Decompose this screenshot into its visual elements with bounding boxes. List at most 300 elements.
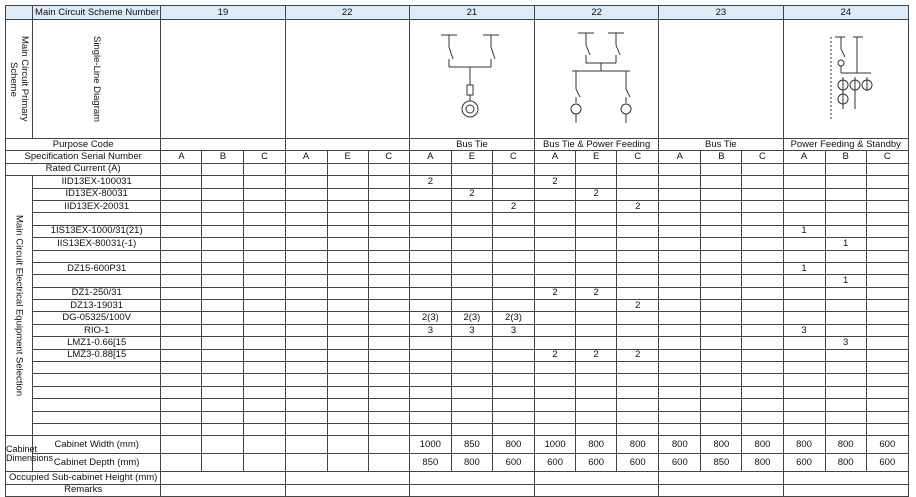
purpose-cell: Bus Tie [659, 139, 783, 151]
bus-tie-transformer-diagram [427, 29, 517, 129]
value-cell [368, 262, 409, 274]
value-cell [285, 163, 327, 175]
value-cell [742, 362, 783, 374]
value-cell [368, 250, 409, 262]
value-cell [576, 411, 617, 423]
value-cell [535, 163, 576, 175]
equipment-name: IID13EX-100031 [33, 176, 161, 188]
value-cell: 2 [576, 188, 617, 200]
value-cell [492, 188, 534, 200]
value-cell [866, 287, 908, 299]
value-cell [825, 262, 866, 274]
value-cell [701, 213, 742, 225]
equipment-name [33, 386, 161, 398]
equipment-name [33, 411, 161, 423]
value-cell [617, 213, 659, 225]
equipment-name [33, 275, 161, 287]
purpose-row [6, 139, 909, 151]
cabinet-width-label: Cabinet Width (mm) [33, 436, 161, 454]
value-cell [535, 275, 576, 287]
value-cell [368, 349, 409, 361]
value-cell [285, 262, 327, 274]
value-cell [825, 225, 866, 237]
value-cell [285, 386, 327, 398]
value-cell: C [244, 151, 285, 163]
value-cell [617, 188, 659, 200]
value-cell [285, 275, 327, 287]
value-cell: 850 [409, 454, 451, 472]
value-cell [576, 362, 617, 374]
value-cell [659, 484, 783, 496]
value-cell [701, 275, 742, 287]
value-cell [617, 262, 659, 274]
value-cell [327, 188, 368, 200]
value-cell [327, 423, 368, 435]
rated-current-row [6, 163, 909, 175]
value-cell [409, 349, 451, 361]
value-cell [701, 287, 742, 299]
value-cell [783, 200, 825, 212]
value-cell [244, 454, 285, 472]
value-cell [327, 300, 368, 312]
value-cell: 1000 [535, 436, 576, 454]
value-cell [202, 300, 244, 312]
value-cell [617, 386, 659, 398]
value-cell: 800 [825, 436, 866, 454]
equipment-name [33, 213, 161, 225]
main-circuit-scheme-table [5, 5, 909, 497]
value-cell [451, 300, 492, 312]
value-cell [742, 163, 783, 175]
value-cell [742, 324, 783, 336]
value-cell [535, 386, 576, 398]
value-cell [701, 225, 742, 237]
value-cell [866, 300, 908, 312]
value-cell [576, 312, 617, 324]
value-cell [701, 411, 742, 423]
value-cell [617, 312, 659, 324]
value-cell [535, 484, 659, 496]
value-cell: A [409, 151, 451, 163]
value-cell [742, 262, 783, 274]
corner-cell [6, 6, 33, 20]
scheme-number: 21 [409, 6, 534, 20]
value-cell [825, 287, 866, 299]
value-cell [617, 423, 659, 435]
value-cell [451, 386, 492, 398]
value-cell [742, 250, 783, 262]
value-cell [202, 337, 244, 349]
value-cell [783, 176, 825, 188]
equipment-row [6, 312, 909, 324]
value-cell [161, 324, 202, 336]
purpose-cell: Power Feeding & Standby [783, 139, 909, 151]
value-cell [327, 176, 368, 188]
value-cell [327, 163, 368, 175]
value-cell [451, 225, 492, 237]
equipment-label: Main Circuit Electrical Equipment Selection [6, 176, 33, 436]
value-cell [659, 472, 783, 484]
value-cell [161, 300, 202, 312]
value-cell [368, 163, 409, 175]
value-cell [492, 300, 534, 312]
value-cell [327, 262, 368, 274]
value-cell [742, 300, 783, 312]
value-cell [701, 176, 742, 188]
value-cell [202, 399, 244, 411]
value-cell [659, 349, 701, 361]
value-cell [535, 262, 576, 274]
spec-row-label: Specification Serial Number [6, 151, 161, 163]
value-cell [701, 349, 742, 361]
value-cell [244, 399, 285, 411]
value-cell [244, 300, 285, 312]
value-cell [285, 300, 327, 312]
value-cell [659, 275, 701, 287]
value-cell [161, 386, 202, 398]
value-cell [576, 238, 617, 250]
value-cell [742, 188, 783, 200]
equipment-row [6, 300, 909, 312]
value-cell [701, 374, 742, 386]
value-cell [742, 287, 783, 299]
value-cell [492, 411, 534, 423]
purpose-cell: Bus Tie & Power Feeding [535, 139, 659, 151]
equipment-row [6, 200, 909, 212]
value-cell [161, 399, 202, 411]
value-cell [451, 337, 492, 349]
value-cell: 800 [742, 454, 783, 472]
value-cell [327, 225, 368, 237]
value-cell [492, 362, 534, 374]
value-cell [409, 287, 451, 299]
value-cell [701, 188, 742, 200]
value-cell [825, 374, 866, 386]
value-cell [451, 176, 492, 188]
value-cell [327, 374, 368, 386]
value-cell [866, 349, 908, 361]
value-cell [244, 349, 285, 361]
equipment-row [6, 386, 909, 398]
value-cell [492, 337, 534, 349]
value-cell: 800 [617, 436, 659, 454]
value-cell [825, 250, 866, 262]
value-cell [451, 213, 492, 225]
value-cell [244, 213, 285, 225]
equipment-name: IID13EX-20031 [33, 200, 161, 212]
value-cell [659, 262, 701, 274]
value-cell [783, 484, 909, 496]
value-cell: 2 [409, 176, 451, 188]
value-cell [576, 399, 617, 411]
value-cell [244, 262, 285, 274]
diagram-label: Single-Line Diagram [33, 20, 161, 139]
value-cell [285, 176, 327, 188]
value-cell [327, 200, 368, 212]
value-cell [285, 472, 409, 484]
value-cell [409, 472, 534, 484]
equipment-row [6, 337, 909, 349]
value-cell [244, 423, 285, 435]
value-cell [202, 386, 244, 398]
value-cell [535, 225, 576, 237]
value-cell [368, 188, 409, 200]
value-cell: 850 [451, 436, 492, 454]
value-cell [742, 176, 783, 188]
value-cell [783, 275, 825, 287]
value-cell: 3 [783, 324, 825, 336]
value-cell [783, 399, 825, 411]
scheme-table-wrapper [5, 5, 909, 497]
value-cell [285, 436, 327, 454]
value-cell: 2 [617, 200, 659, 212]
value-cell [327, 399, 368, 411]
value-cell [617, 411, 659, 423]
value-cell [451, 275, 492, 287]
value-cell [825, 213, 866, 225]
cabinet-dimensions-label: Cabinet Dimensions [6, 436, 33, 472]
value-cell [659, 374, 701, 386]
value-cell [659, 312, 701, 324]
value-cell: A [161, 151, 202, 163]
value-cell [659, 188, 701, 200]
value-cell [202, 225, 244, 237]
value-cell [783, 287, 825, 299]
equipment-name: DG-05325/100V [33, 312, 161, 324]
value-cell [451, 250, 492, 262]
value-cell [161, 411, 202, 423]
value-cell [617, 225, 659, 237]
value-cell [409, 213, 451, 225]
equipment-row [6, 176, 909, 188]
value-cell [535, 238, 576, 250]
value-cell [161, 163, 202, 175]
value-cell [701, 312, 742, 324]
value-cell [368, 324, 409, 336]
value-cell [742, 238, 783, 250]
value-cell [492, 275, 534, 287]
value-cell [285, 213, 327, 225]
value-cell [161, 374, 202, 386]
equipment-name: LMZ1-0.66[15 [33, 337, 161, 349]
value-cell [866, 188, 908, 200]
value-cell [866, 312, 908, 324]
cabinet-depth-label: Cabinet Depth (mm) [33, 454, 161, 472]
value-cell [327, 250, 368, 262]
value-cell [161, 436, 202, 454]
value-cell [409, 225, 451, 237]
value-cell [368, 386, 409, 398]
value-cell [783, 250, 825, 262]
value-cell [742, 200, 783, 212]
value-cell [576, 423, 617, 435]
value-cell [161, 225, 202, 237]
value-cell [285, 337, 327, 349]
value-cell: C [492, 151, 534, 163]
value-cell [535, 312, 576, 324]
value-cell [783, 163, 825, 175]
value-cell [783, 472, 909, 484]
value-cell [202, 374, 244, 386]
equipment-row [6, 411, 909, 423]
value-cell [368, 423, 409, 435]
value-cell [825, 399, 866, 411]
value-cell [825, 312, 866, 324]
value-cell [742, 399, 783, 411]
value-cell [783, 411, 825, 423]
value-cell [161, 238, 202, 250]
value-cell [742, 225, 783, 237]
value-cell [742, 374, 783, 386]
value-cell [825, 188, 866, 200]
equipment-name: ID13EX-80031 [33, 188, 161, 200]
value-cell [202, 349, 244, 361]
value-cell: A [535, 151, 576, 163]
value-cell [409, 163, 451, 175]
value-cell [161, 250, 202, 262]
diagram-cell-19 [161, 20, 285, 139]
value-cell [202, 362, 244, 374]
value-cell [701, 362, 742, 374]
value-cell [783, 423, 825, 435]
value-cell [451, 262, 492, 274]
value-cell: 800 [451, 454, 492, 472]
value-cell [576, 262, 617, 274]
value-cell [701, 262, 742, 274]
value-cell [492, 423, 534, 435]
equipment-row [6, 275, 909, 287]
value-cell [285, 399, 327, 411]
value-cell [701, 300, 742, 312]
value-cell: 800 [492, 436, 534, 454]
value-cell [659, 250, 701, 262]
value-cell [492, 374, 534, 386]
value-cell [866, 250, 908, 262]
value-cell [701, 238, 742, 250]
rated-current-label: Rated Current (A) [6, 163, 161, 175]
value-cell [161, 423, 202, 435]
value-cell [492, 238, 534, 250]
value-cell [368, 411, 409, 423]
value-cell [617, 399, 659, 411]
value-cell [244, 324, 285, 336]
value-cell [202, 163, 244, 175]
value-cell [368, 287, 409, 299]
value-cell [285, 484, 409, 496]
diagram-cell-21 [409, 20, 534, 139]
value-cell [368, 176, 409, 188]
value-cell [202, 275, 244, 287]
value-cell [701, 163, 742, 175]
scheme-number: 19 [161, 6, 285, 20]
value-cell [866, 262, 908, 274]
value-cell [409, 337, 451, 349]
value-cell [368, 454, 409, 472]
value-cell: 600 [535, 454, 576, 472]
value-cell [492, 250, 534, 262]
value-cell [244, 188, 285, 200]
bus-tie-feeding-diagram [552, 29, 642, 129]
value-cell: 600 [492, 454, 534, 472]
value-cell [285, 188, 327, 200]
value-cell [161, 176, 202, 188]
value-cell [659, 324, 701, 336]
value-cell [825, 386, 866, 398]
value-cell [244, 312, 285, 324]
equipment-name: IIS13EX-80031(-1) [33, 238, 161, 250]
value-cell [409, 374, 451, 386]
value-cell [244, 250, 285, 262]
value-cell [244, 337, 285, 349]
value-cell [825, 176, 866, 188]
value-cell: 1 [783, 225, 825, 237]
value-cell [866, 176, 908, 188]
value-cell [368, 374, 409, 386]
value-cell [783, 312, 825, 324]
value-cell [285, 225, 327, 237]
value-cell: B [825, 151, 866, 163]
value-cell: 800 [783, 436, 825, 454]
value-cell [451, 362, 492, 374]
value-cell [161, 362, 202, 374]
equipment-name [33, 250, 161, 262]
value-cell: 2 [617, 300, 659, 312]
scheme-number: 24 [783, 6, 909, 20]
equipment-row [6, 423, 909, 435]
value-cell [327, 349, 368, 361]
value-cell [825, 362, 866, 374]
value-cell: C [866, 151, 908, 163]
value-cell [617, 163, 659, 175]
value-cell [327, 411, 368, 423]
value-cell [866, 337, 908, 349]
value-cell [866, 374, 908, 386]
value-cell [492, 225, 534, 237]
value-cell [327, 238, 368, 250]
value-cell [701, 399, 742, 411]
scheme-number-title: Main Circuit Scheme Number [33, 6, 161, 20]
value-cell: 2 [535, 287, 576, 299]
value-cell: E [451, 151, 492, 163]
remarks-label: Remarks [6, 484, 161, 496]
value-cell [576, 324, 617, 336]
value-cell [783, 386, 825, 398]
value-cell [327, 337, 368, 349]
value-cell [244, 436, 285, 454]
value-cell [202, 411, 244, 423]
value-cell: 600 [659, 454, 701, 472]
value-cell [451, 399, 492, 411]
value-cell [659, 386, 701, 398]
value-cell [742, 312, 783, 324]
value-cell [701, 250, 742, 262]
value-cell [409, 250, 451, 262]
value-cell: 800 [825, 454, 866, 472]
value-cell [617, 337, 659, 349]
value-cell [783, 374, 825, 386]
value-cell [576, 163, 617, 175]
value-cell [576, 200, 617, 212]
value-cell [659, 238, 701, 250]
value-cell [492, 349, 534, 361]
equipment-row [6, 213, 909, 225]
value-cell [783, 349, 825, 361]
equipment-row [6, 374, 909, 386]
value-cell: C [742, 151, 783, 163]
scheme-label: Main Circuit Primary Scheme [6, 20, 33, 139]
value-cell [285, 411, 327, 423]
value-cell [866, 213, 908, 225]
